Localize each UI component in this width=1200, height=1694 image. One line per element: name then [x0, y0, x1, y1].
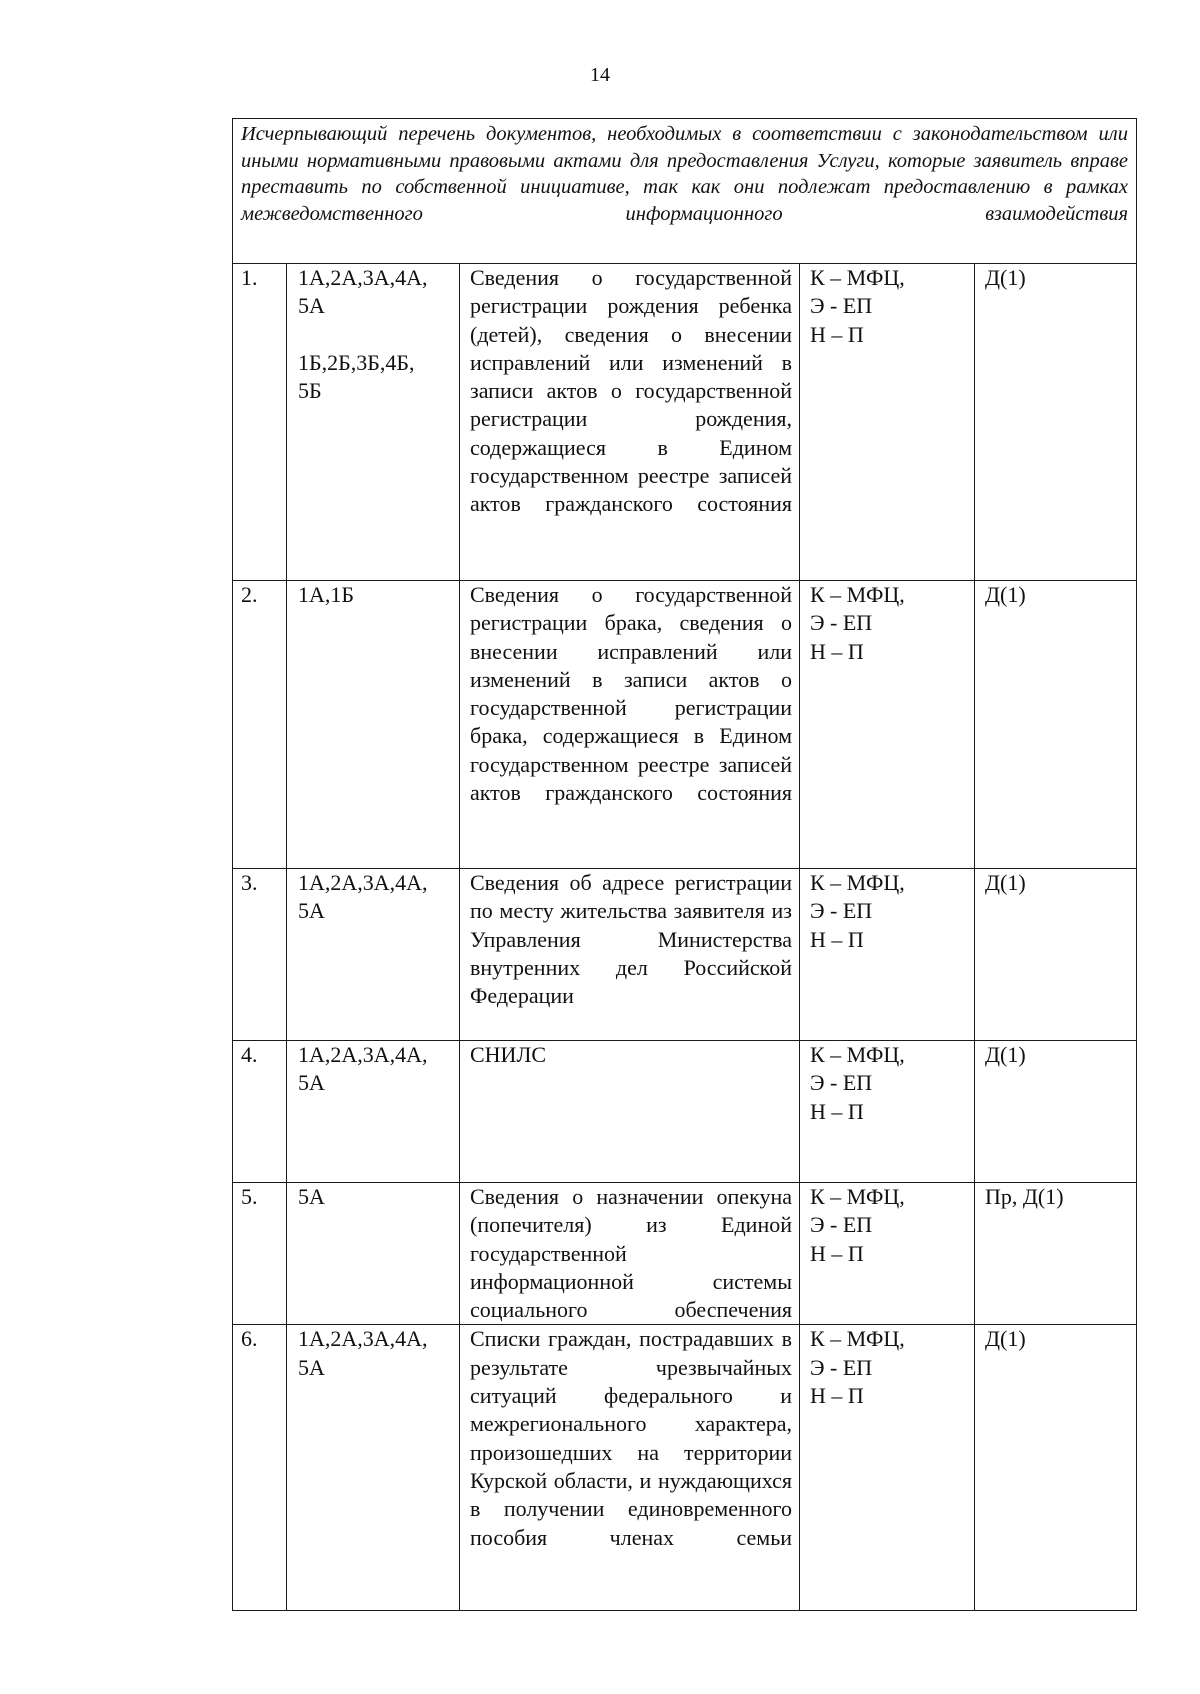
method-line: Н – П — [810, 321, 864, 347]
document-name: Сведения о назначении опекуна (попечителя) из Единой государственной информационной системы социального обеспечения — [460, 1183, 800, 1325]
document-form: Д(1) — [975, 1325, 1137, 1611]
method-line: Н – П — [810, 926, 864, 952]
category-line: 1А,2А,3А,4А, — [298, 1042, 428, 1067]
category-line: 5А — [298, 1354, 325, 1380]
table-row — [233, 581, 1137, 869]
method-line: Н – П — [810, 1098, 864, 1124]
method-line: Э - ЕП — [810, 1354, 873, 1380]
document-name: Списки граждан, пострадавших в результате чрезвычайных ситуаций федерального и межрегионального характера, произошедших на территории Курской области, и нуждающихся в получении единовременного пособия членах семьи — [460, 1325, 800, 1611]
document-form: Д(1) — [975, 1041, 1137, 1183]
table-row — [233, 1325, 1137, 1611]
category-line: 5Б — [298, 377, 322, 403]
method-line: Э - ЕП — [810, 1070, 873, 1096]
document-form: Д(1) — [975, 581, 1137, 869]
method-line: К – МФЦ, — [810, 1042, 905, 1067]
category-line: 1А,2А,3А,4А, — [298, 1326, 428, 1352]
category-line: 5А — [298, 293, 325, 319]
method-line: Э - ЕП — [810, 1212, 873, 1238]
document-form: Д(1) — [975, 869, 1137, 1041]
submission-methods — [800, 581, 975, 869]
applicant-categories — [287, 1041, 460, 1183]
documents-table — [232, 118, 1137, 1611]
method-line: Н – П — [810, 1240, 864, 1266]
category-line: 1А,1Б — [298, 582, 355, 607]
page-number: 14 — [590, 64, 610, 86]
document-name: Сведения о государственной регистрации рождения ребенка (детей), сведения о внесении исправлений или изменений в записи актов о государственной регистрации рождения, содержащиеся в Едином государственном реестре записей актов гражданского состояния — [460, 264, 800, 581]
row-number: 4. — [233, 1041, 287, 1183]
submission-methods — [800, 1183, 975, 1325]
category-line: 5А — [298, 1184, 325, 1209]
category-line: 1А,2А,3А,4А, — [298, 870, 428, 895]
submission-methods — [800, 264, 975, 581]
document-form: Д(1) — [975, 264, 1137, 581]
category-line: 5А — [298, 1070, 325, 1096]
table-row — [233, 1183, 1137, 1325]
method-line: К – МФЦ, — [810, 582, 905, 607]
method-line: К – МФЦ, — [810, 1184, 905, 1209]
method-line: К – МФЦ, — [810, 265, 905, 290]
table-row — [233, 1041, 1137, 1183]
row-number: 2. — [233, 581, 287, 869]
category-line: 5А — [298, 898, 325, 924]
document-name: СНИЛС — [460, 1041, 800, 1183]
section-heading: Исчерпывающий перечень документов, необходимых в соответствии с законодательством или иными нормативными правовыми актами для предоставления Услуги, которые заявитель вправе преставить по собственной инициативе, так как они подлежат предоставлению в рамках межведомственного информационного взаимодействия — [233, 119, 1137, 264]
applicant-categories — [287, 1183, 460, 1325]
method-line: Э - ЕП — [810, 293, 873, 319]
applicant-categories — [287, 1325, 460, 1611]
submission-methods — [800, 869, 975, 1041]
submission-methods — [800, 1041, 975, 1183]
applicant-categories — [287, 581, 460, 869]
document-form: Пр, Д(1) — [975, 1183, 1137, 1325]
category-line: 1Б,2Б,3Б,4Б, — [298, 349, 415, 375]
table-row — [233, 869, 1137, 1041]
method-line: Э - ЕП — [810, 898, 873, 924]
method-line: Н – П — [810, 638, 864, 664]
category-line: 1А,2А,3А,4А, — [298, 265, 428, 290]
row-number: 6. — [233, 1325, 287, 1611]
row-number: 5. — [233, 1183, 287, 1325]
applicant-categories — [287, 264, 460, 581]
method-line: Н – П — [810, 1383, 864, 1409]
applicant-categories — [287, 869, 460, 1041]
table-row — [233, 264, 1137, 581]
method-line: Э - ЕП — [810, 610, 873, 636]
document-name: Сведения об адресе регистрации по месту жительства заявителя из Управления Министерства внутренних дел Российской Федерации — [460, 869, 800, 1041]
row-number: 1. — [233, 264, 287, 581]
table-header-row — [233, 119, 1137, 264]
submission-methods — [800, 1325, 975, 1611]
row-number: 3. — [233, 869, 287, 1041]
method-line: К – МФЦ, — [810, 1326, 905, 1352]
document-name: Сведения о государственной регистрации брака, сведения о внесении исправлений или изменений в записи актов о государственной регистрации брака, содержащиеся в Едином государственном реестре записей актов гражданского состояния — [460, 581, 800, 869]
method-line: К – МФЦ, — [810, 870, 905, 895]
